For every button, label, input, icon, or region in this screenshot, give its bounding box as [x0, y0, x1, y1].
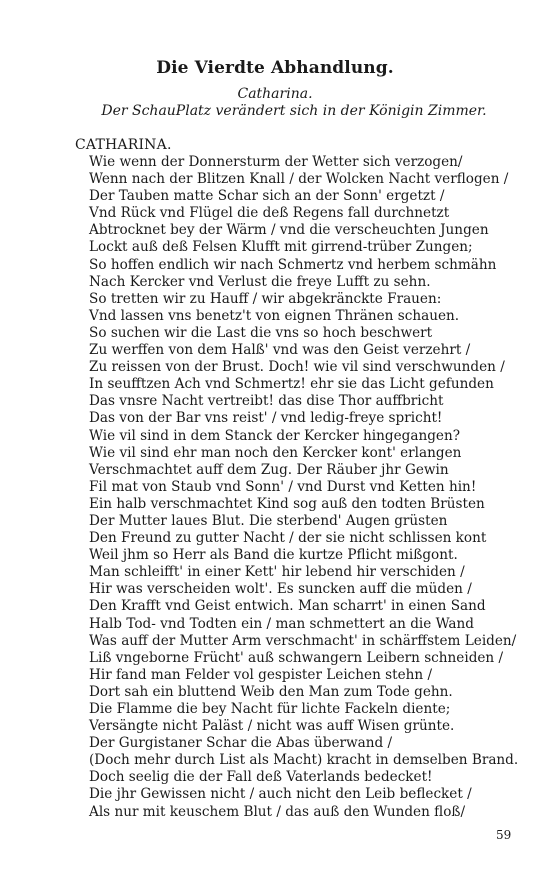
verse-line: Abtrocknet bey der Wärm / vnd die verscheuchten Jungen	[89, 222, 489, 239]
verse-line: Dort sah ein bluttend Weib den Man zum Tode gehn.	[89, 683, 453, 700]
verse-line: Liß vngeborne Frücht' auß schwangern Leibern schneiden /	[89, 649, 504, 666]
verse-line: (Doch mehr durch List als Macht) kracht in demselben Brand.	[89, 752, 519, 769]
verse-line: Verschmachtet auff dem Zug. Der Räuber jhr Gewin	[89, 461, 449, 478]
verse-line: So hoffen endlich wir nach Schmertz vnd herbem schmähn	[89, 256, 497, 273]
verse-line: Nach Kercker vnd Verlust die freye Lufft zu sehn.	[89, 273, 431, 290]
speaker-name: CATHARINA.	[75, 137, 172, 153]
verse-line: Ein halb verschmachtet Kind sog auß den todten Brüsten	[89, 495, 485, 512]
verse-line: In seufftzen Ach vnd Schmertz! ehr sie das Licht gefunden	[89, 376, 494, 393]
verse-line: Vnd lassen vns benetz't von eignen Thränen schauen.	[89, 307, 460, 324]
verse-line: Hir was verscheiden wolt'. Es suncken auff die müden /	[89, 581, 472, 598]
verse-line: Als nur mit keuschem Blut / das auß den Wunden floß/	[89, 803, 466, 820]
verse-line: Der Mutter laues Blut. Die sterbend' Augen grüsten	[89, 512, 448, 529]
verse-line: Vnd Rück vnd Flügel die deß Regens fall durchnetzt	[89, 205, 450, 222]
verse-line: Weil jhm so Herr als Band die kurtze Pflicht mißgont.	[89, 547, 458, 564]
verse-line: Wenn nach der Blitzen Knall / der Wolcken Nacht verflogen /	[89, 171, 509, 188]
verse-line: Wie wenn der Donnersturm der Wetter sich verzogen/	[89, 154, 463, 170]
verse-line: Der Tauben matte Schar sich an der Sonn' ergetzt /	[89, 188, 445, 205]
verse-line: Wie vil sind ehr man noch den Kercker kont' erlangen	[89, 444, 462, 461]
verse-line: Den Krafft vnd Geist entwich. Man scharrt' in einen Sand	[89, 598, 486, 615]
persona-line: Catharina.	[237, 86, 313, 102]
verse-block	[89, 154, 519, 821]
verse-line: Den Freund zu gutter Nacht / der sie nicht schlissen kont	[89, 530, 487, 547]
verse-line: Versängte nicht Paläst / nicht was auff Wisen grünte.	[89, 718, 455, 735]
verse-line: Was auff der Mutter Arm verschmacht' in schärffstem Leiden/	[89, 632, 517, 649]
verse-line: Fil mat von Staub vnd Sonn' / vnd Durst vnd Ketten hin!	[89, 478, 477, 495]
verse-line: Zu reissen von der Brust. Doch! wie vil sind verschwunden /	[89, 359, 505, 376]
verse-line: Man schleifft' in einer Kett' hir lebend hir verschiden /	[89, 564, 465, 581]
verse-line: Die jhr Gewissen nicht / auch nicht den Leib beflecket /	[89, 786, 472, 803]
verse-line: Das vnsre Nacht vertreibt! das dise Thor auffbricht	[89, 393, 444, 410]
verse-line: Die Flamme die bey Nacht für lichte Fackeln diente;	[89, 701, 451, 717]
verse-line: Hir fand man Felder vol gespister Leichen stehn /	[89, 666, 433, 683]
verse-line: Wie vil sind in dem Stanck der Kercker hingegangen?	[89, 427, 461, 444]
verse-line: So suchen wir die Last die vns so hoch beschwert	[89, 324, 433, 341]
verse-line: So tretten wir zu Hauff / wir abgekränckte Frauen:	[89, 290, 442, 307]
verse-line: Lockt auß deß Felsen Klufft mit girrend-trüber Zungen;	[89, 239, 473, 256]
verse-line: Zu werffen von dem Halß' vnd was den Geist verzehrt /	[89, 342, 471, 359]
verse-line: Der Gurgistaner Schar die Abas überwand /	[89, 735, 393, 752]
verse-line: Doch seelig die der Fall deß Vaterlands bedecket!	[89, 769, 433, 786]
verse-line: Das von der Bar vns reist' / vnd ledig-freye spricht!	[89, 410, 443, 427]
scene-direction: Der SchauPlatz verändert sich in der Königin Zimmer.	[101, 103, 487, 119]
page-number: 59	[496, 828, 512, 842]
verse-line: Halb Tod- vnd Todten ein / man schmettert an die Wand	[89, 615, 474, 632]
act-heading: Die Vierdte Abhandlung.	[156, 58, 394, 78]
